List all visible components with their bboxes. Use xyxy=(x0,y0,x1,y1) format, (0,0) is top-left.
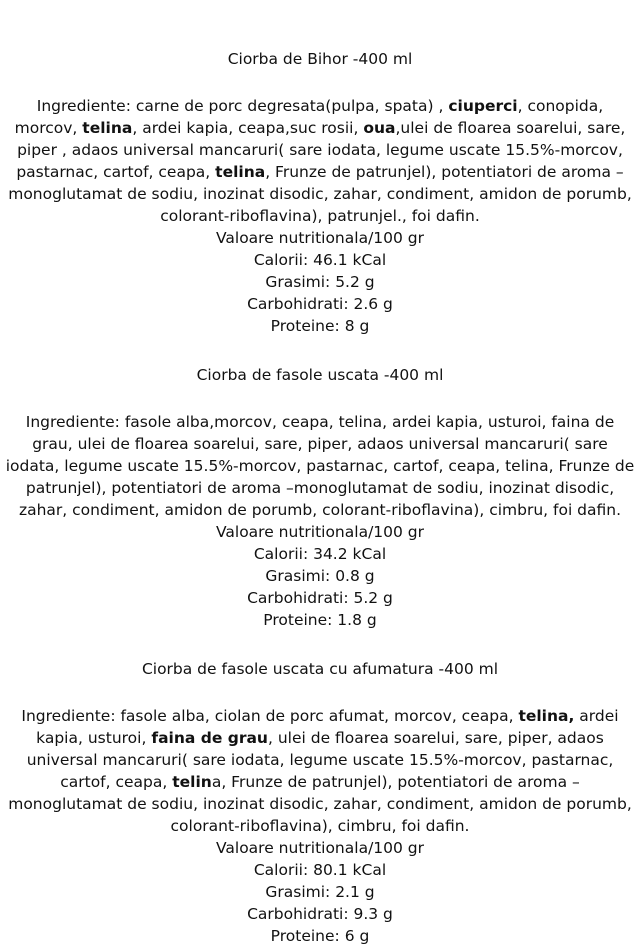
recipe-title: Ciorba de Bihor -400 ml xyxy=(227,50,413,68)
ingredient-text-run: ardei kapia, usturoi, xyxy=(36,707,619,747)
nutrition-calories: Calorii: 34.2 kCal xyxy=(253,545,387,563)
recipe-section xyxy=(4,48,636,337)
allergen-text: faina de grau xyxy=(151,729,268,747)
nutrition-calories: Calorii: 80.1 kCal xyxy=(253,861,387,879)
ingredient-text-run: Ingrediente: fasole alba, ciolan de porc afumat, morcov, ceapa, xyxy=(21,707,519,725)
ingredient-text-run: ,ulei de floarea soarelui, sare, piper , adaos universal mancaruri( sare iodata, legume uscate 15.5%-morcov, pastarnac, cartof, ceapa, xyxy=(16,119,626,181)
nutrition-block xyxy=(4,837,636,947)
ingredient-text-run: Ingrediente: carne de porc degresata(pulpa, spata) , xyxy=(36,97,449,115)
nutrition-carbs: Carbohidrati: 9.3 g xyxy=(247,905,393,923)
ingredients-text xyxy=(4,411,636,521)
recipe-section xyxy=(4,658,636,947)
nutrition-header: Valoare nutritionala/100 gr xyxy=(215,839,425,857)
allergen-text: telina xyxy=(82,119,133,137)
nutrition-protein: Proteine: 6 g xyxy=(270,927,370,945)
allergen-text: telina, xyxy=(518,707,575,725)
nutrition-fat: Grasimi: 0.8 g xyxy=(265,567,375,585)
nutrition-fat: Grasimi: 5.2 g xyxy=(265,273,375,291)
nutrition-calories: Calorii: 46.1 kCal xyxy=(253,251,387,269)
nutrition-header: Valoare nutritionala/100 gr xyxy=(215,523,425,541)
nutrition-header: Valoare nutritionala/100 gr xyxy=(215,229,425,247)
ingredient-text-run: , Frunze de patrunjel), potentiatori de aroma –monoglutamat de sodiu, inozinat disodic, zahar, condiment, amidon de porumb, colorant-riboflavina), patrunjel., foi dafin. xyxy=(8,163,632,225)
ingredient-text-run: a, Frunze de patrunjel), potentiatori de aroma –monoglutamat de sodiu, inozinat disodic, zahar, condiment, amidon de porumb, colorant-riboflavina), cimbru, foi dafin. xyxy=(8,773,632,835)
nutrition-block xyxy=(4,227,636,337)
nutrition-protein: Proteine: 8 g xyxy=(270,317,370,335)
allergen-text: ciuperci xyxy=(448,97,518,115)
recipe-title: Ciorba de fasole uscata -400 ml xyxy=(196,366,444,384)
nutrition-carbs: Carbohidrati: 5.2 g xyxy=(247,589,393,607)
ingredient-text-run: , conopida, morcov, xyxy=(14,97,604,137)
recipe-title: Ciorba de fasole uscata cu afumatura -400 ml xyxy=(141,660,499,678)
nutrition-block xyxy=(4,521,636,631)
nutrition-protein: Proteine: 1.8 g xyxy=(263,611,377,629)
ingredient-text-run: , ulei de floarea soarelui, sare, piper, adaos universal mancaruri( sare iodata, legume uscate 15.5%-morcov, pastarnac, cartof, ceapa, xyxy=(26,729,614,791)
nutrition-carbs: Carbohidrati: 2.6 g xyxy=(247,295,393,313)
ingredients-text xyxy=(4,705,636,837)
allergen-text: oua xyxy=(363,119,396,137)
ingredients-text xyxy=(4,95,636,227)
recipe-section xyxy=(4,364,636,631)
allergen-text: telina xyxy=(215,163,266,181)
nutrition-fat: Grasimi: 2.1 g xyxy=(265,883,375,901)
ingredient-text-run: Ingrediente: fasole alba,morcov, ceapa, telina, ardei kapia, usturoi, faina de grau, ulei de floarea soarelui, sare, piper, adaos universal mancaruri( sare iodata, legume uscate 15.5%-morcov, pastarnac, cartof, ceapa, telina, Frunze de patrunjel), potentiatori de aroma –monoglutamat de sodiu, inozinat disodic, zahar, condiment, amidon de porumb, colorant-riboflavina), cimbru, foi dafin. xyxy=(5,413,635,519)
allergen-text: telin xyxy=(172,773,212,791)
ingredient-text-run: , ardei kapia, ceapa,suc rosii, xyxy=(132,119,364,137)
